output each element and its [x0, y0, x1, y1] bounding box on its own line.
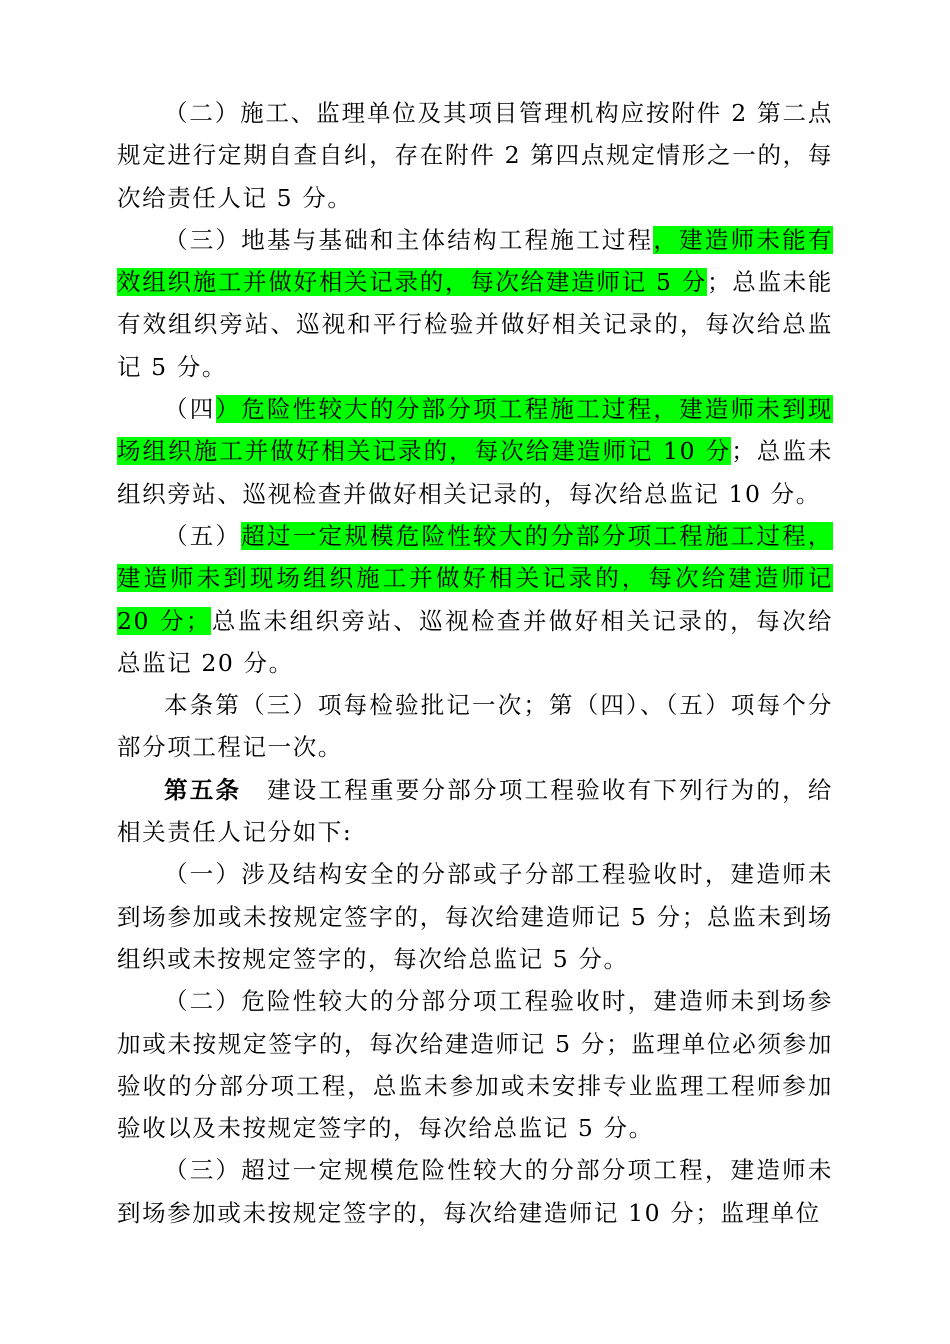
- highlighted-text: ，建造师未能有效组织施工并做好相关记录的，每次给建造师记 5 分: [117, 225, 833, 297]
- paragraph-item-4: [117, 388, 833, 515]
- paragraph-item-2: [117, 92, 833, 219]
- article-number: 第五条: [164, 775, 242, 804]
- paragraph-text: 总监未组织旁站、巡视检查并做好相关记录的，每次给总监记 20 分。: [117, 606, 834, 677]
- paragraph-text: （五）: [164, 521, 242, 550]
- paragraph-text: （一）涉及结构安全的分部或子分部工程验收时，建造师未到场参加或未按规定签字的，每次给建造师记 5 分；总监未到场组织或未按规定签字的，每次给总监记 5 分。: [117, 860, 833, 973]
- document-body: [117, 92, 833, 1234]
- highlighted-text: ）危险性较大的分部分项工程施工过程，建造师未到现场组织施工并做好相关记录的，每次给建造师记 10 分: [117, 395, 833, 466]
- paragraph-item-3b: [117, 1149, 833, 1234]
- paragraph-note: [117, 684, 833, 769]
- paragraph-text: （三）超过一定规模危险性较大的分部分项工程，建造师未到场参加或未按规定签字的，每次给建造师记 10 分；监理单位: [117, 1156, 833, 1227]
- paragraph-item-2b: [117, 980, 833, 1149]
- paragraph-item-5: [117, 515, 833, 684]
- paragraph-text: ；总监未组织旁站、巡视检查并做好相关记录的，每次给总监记 10 分。: [117, 437, 833, 508]
- highlighted-text: 超过一定规模危险性较大的分部分项工程施工过程，建造师未到现场组织施工并做好相关记录的，每次给建造师记 20 分；: [117, 521, 833, 635]
- paragraph-text: （三）地基与基础和主体结构工程施工过程: [164, 225, 654, 254]
- paragraph-text: （四: [164, 395, 216, 424]
- paragraph-item-1: [117, 853, 833, 980]
- paragraph-item-3: [117, 219, 833, 388]
- paragraph-text: （二）施工、监理单位及其项目管理机构应按附件 2 第二点规定进行定期自查自纠，存在附件 2 第四点规定情形之一的，每次给责任人记 5 分。: [117, 99, 833, 212]
- paragraph-text: 本条第（三）项每检验批记一次；第（四）、（五）项每个分部分项工程记一次。: [117, 691, 833, 762]
- paragraph-text: （二）危险性较大的分部分项工程验收时，建造师未到场参加或未按规定签字的，每次给建造师记 5 分；监理单位必须参加验收的分部分项工程，总监未参加或未安排专业监理工程师参加验收以及未按规定签字的，每次给总监记 5 分。: [117, 987, 833, 1143]
- paragraph-text: ；总监未能有效组织旁站、巡视和平行检验并做好相关记录的，每次给总监记 5 分。: [117, 268, 833, 381]
- article-5-heading: [117, 769, 833, 854]
- paragraph-text: 建设工程重要分部分项工程验收有下列行为的，给相关责任人记分如下:: [117, 775, 833, 847]
